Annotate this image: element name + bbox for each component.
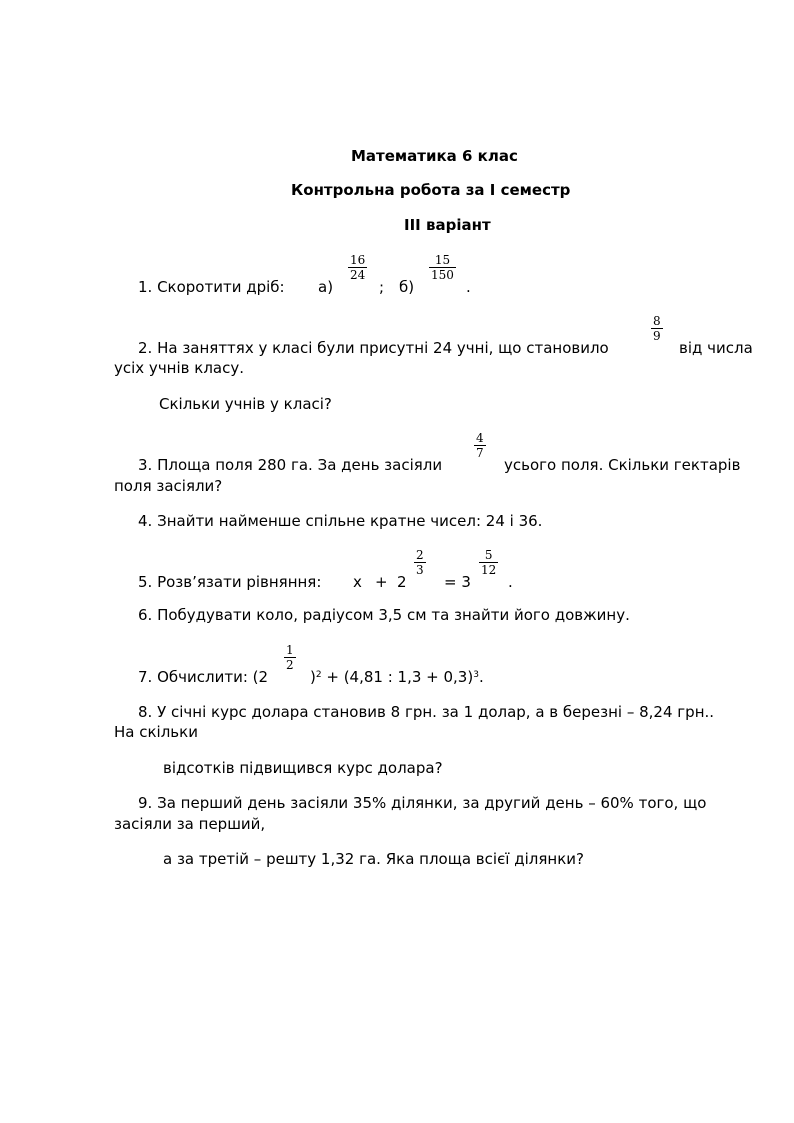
task-5-text: 5. Розв’язати рівняння: bbox=[138, 573, 322, 591]
task-3-fraction bbox=[474, 431, 486, 460]
fraction-numerator: 2 bbox=[416, 548, 424, 562]
task-2-line-3: Скільки учнів у класі? bbox=[159, 395, 332, 413]
test-subtitle: Контрольна робота за І семестр bbox=[291, 181, 571, 199]
fraction-numerator: 15 bbox=[429, 253, 456, 268]
task-1-a-label: а) bbox=[318, 278, 334, 296]
task-5-equals: = 3 bbox=[444, 573, 471, 591]
task-5-variable: x bbox=[353, 573, 362, 591]
fraction-denominator: 24 bbox=[350, 268, 366, 282]
task-8-line-3: відсотків підвищився курс долара? bbox=[163, 759, 443, 777]
fraction-denominator: 150 bbox=[431, 268, 454, 282]
task-7-expression bbox=[310, 668, 484, 686]
task-5-fraction-1 bbox=[414, 548, 426, 577]
task-7-end: . bbox=[478, 668, 484, 686]
task-1-fraction-a bbox=[348, 253, 367, 282]
task-7-text: 7. Обчислити: (2 bbox=[138, 668, 269, 686]
task-1-text: 1. Скоротити дріб: bbox=[138, 278, 285, 296]
task-1-end: . bbox=[466, 278, 471, 296]
task-9-line-1: 9. За перший день засіяли 35% ділянки, за другий день – 60% того, що bbox=[138, 794, 707, 812]
task-5-whole-1: 2 bbox=[397, 573, 407, 591]
task-2-text-end: від числа bbox=[679, 339, 753, 357]
task-7-exponent-2: 3 bbox=[473, 670, 479, 680]
task-9-line-3: а за третій – решту 1,32 га. Яка площа всієї ділянки? bbox=[163, 850, 584, 868]
fraction-numerator: 1 bbox=[286, 643, 294, 657]
fraction-numerator: 5 bbox=[479, 548, 498, 563]
task-7-close-paren: ) bbox=[310, 668, 316, 686]
task-2-line-2: усіх учнів класу. bbox=[114, 359, 244, 377]
fraction-numerator: 4 bbox=[476, 431, 484, 445]
task-7-exponent-1: 2 bbox=[315, 670, 322, 680]
task-3-text: 3. Площа поля 280 га. За день засіяли bbox=[138, 456, 443, 474]
task-8-line-2: На скільки bbox=[114, 723, 198, 741]
task-7-middle: + (4,81 : 1,3 + 0,3) bbox=[321, 668, 474, 686]
task-1-b-label: б) bbox=[399, 278, 415, 296]
fraction-denominator: 3 bbox=[416, 563, 424, 577]
task-1-fraction-b bbox=[429, 253, 456, 282]
task-1-separator: ; bbox=[379, 278, 385, 296]
fraction-denominator: 7 bbox=[476, 446, 484, 460]
task-2-text: 2. На заняттях у класі були присутні 24 учні, що становило bbox=[138, 339, 609, 357]
fraction-denominator: 2 bbox=[286, 658, 294, 672]
task-3-text-end: усього поля. Скільки гектарів bbox=[504, 456, 741, 474]
fraction-denominator: 9 bbox=[653, 329, 661, 343]
page-title: Математика 6 клас bbox=[351, 147, 518, 165]
task-3-line-2: поля засіяли? bbox=[114, 477, 223, 495]
task-2-fraction bbox=[651, 314, 663, 343]
task-5-end: . bbox=[508, 573, 513, 591]
fraction-denominator: 12 bbox=[481, 563, 497, 577]
task-9-line-2: засіяли за перший, bbox=[114, 815, 266, 833]
task-8-line-1: 8. У січні курс долара становив 8 грн. за 1 долар, а в березні – 8,24 грн.. bbox=[138, 703, 715, 721]
task-7-fraction bbox=[284, 643, 296, 672]
fraction-numerator: 16 bbox=[350, 253, 366, 267]
task-5-fraction-2 bbox=[479, 548, 498, 577]
fraction-numerator: 8 bbox=[653, 314, 661, 328]
task-5-plus: + bbox=[375, 573, 388, 591]
variant-label: ІІІ варіант bbox=[404, 216, 491, 234]
task-6-text: 6. Побудувати коло, радіусом 3,5 см та знайти його довжину. bbox=[138, 606, 630, 624]
task-4-text: 4. Знайти найменше спільне кратне чисел: 24 і 36. bbox=[138, 512, 543, 530]
